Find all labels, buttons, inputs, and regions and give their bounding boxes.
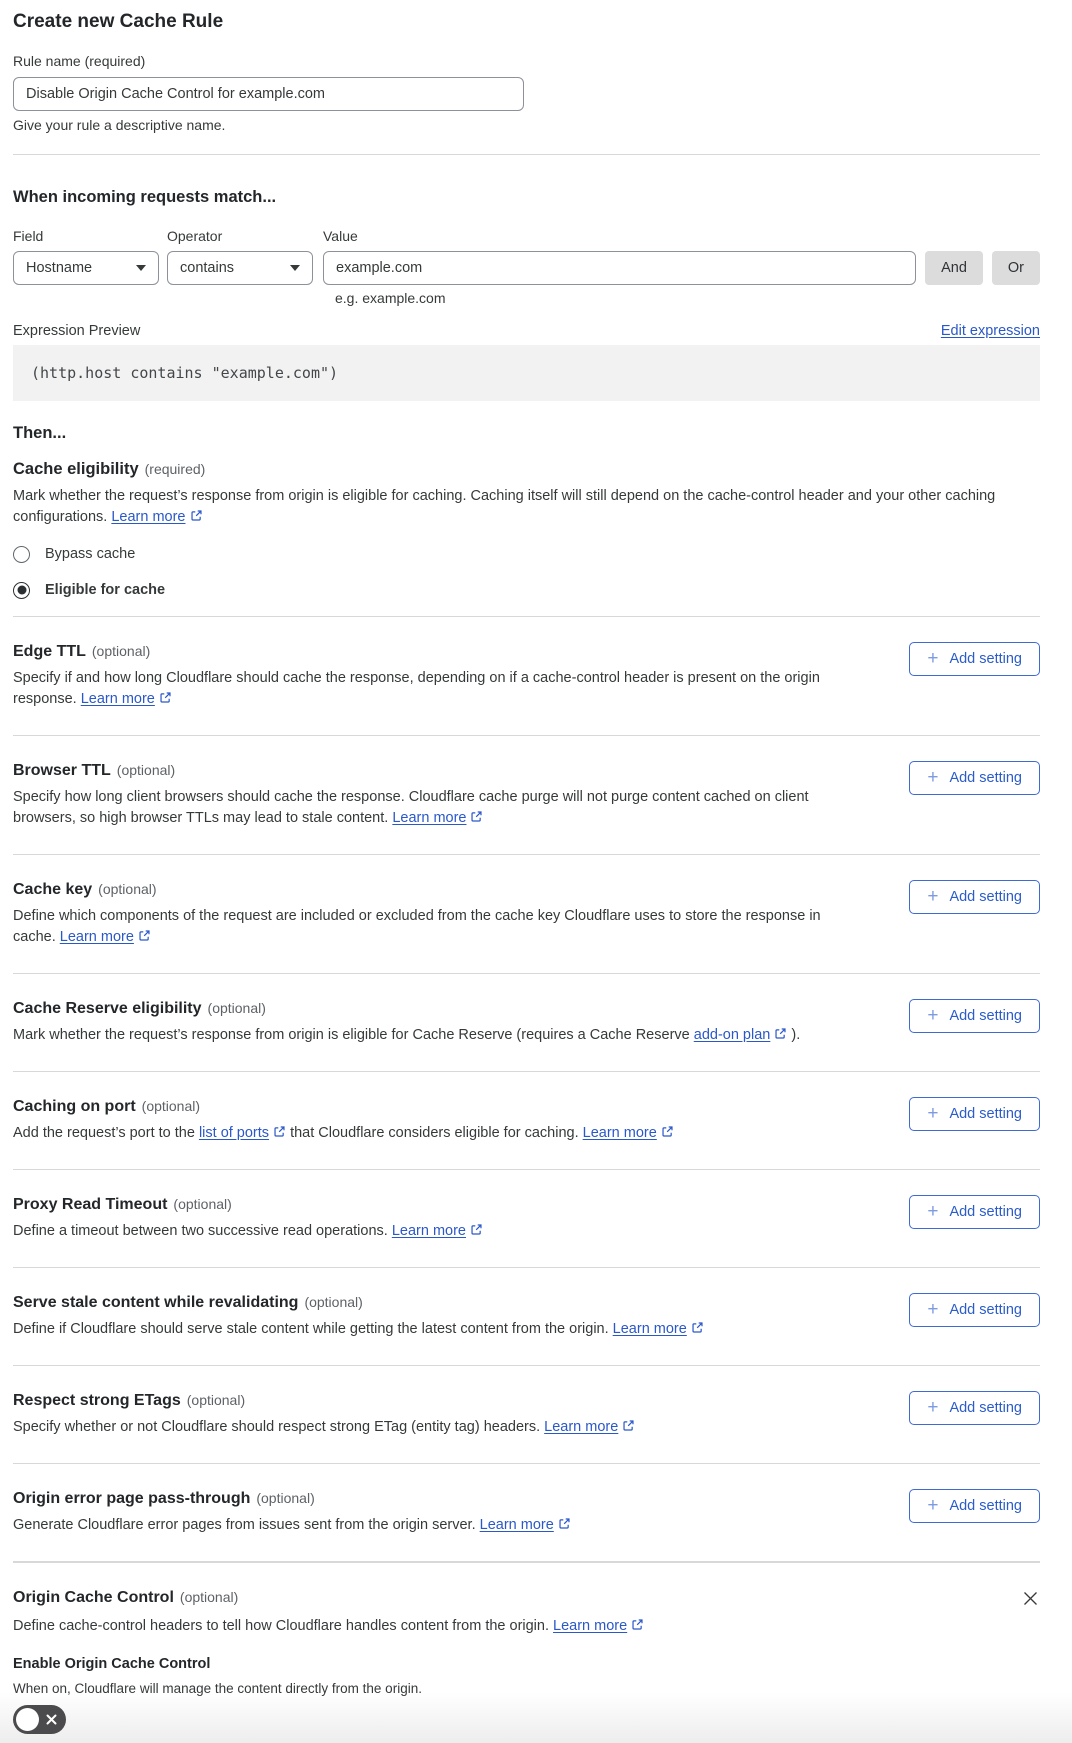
- cache-eligibility-title: Cache eligibility: [13, 460, 139, 478]
- setting-title: Cache key: [13, 881, 93, 898]
- radio-label: Eligible for cache: [45, 582, 166, 598]
- add-setting-button-label: Add setting: [949, 889, 1022, 905]
- learn-more-link[interactable]: Learn more: [612, 1321, 687, 1337]
- learn-more-link[interactable]: Learn more: [544, 1419, 619, 1435]
- cache-eligibility-heading: [13, 459, 1040, 479]
- and-button[interactable]: And: [925, 251, 983, 285]
- divider: [13, 154, 1040, 155]
- external-link-icon: [558, 1515, 571, 1536]
- origin-cache-control-heading: [13, 1587, 238, 1608]
- setting-description: Add the request’s port to the list of ports that Cloudflare considers eligible for caching. Learn more: [13, 1123, 851, 1144]
- cache-eligibility-badge: (required): [144, 461, 206, 477]
- setting-badge: (optional): [98, 881, 157, 897]
- radio-label: Bypass cache: [45, 546, 136, 562]
- plus-icon: +: [927, 1004, 939, 1026]
- external-link-icon: [273, 1123, 286, 1144]
- add-setting-button-label: Add setting: [949, 1498, 1022, 1514]
- setting-row: [13, 736, 1040, 854]
- setting-text: [13, 1292, 869, 1340]
- learn-more-link[interactable]: Learn more: [392, 810, 467, 826]
- setting-text: [13, 998, 869, 1046]
- learn-more-link[interactable]: Learn more: [391, 1223, 466, 1239]
- external-link-icon: [470, 1221, 483, 1242]
- cache-eligibility-options: [13, 544, 1040, 600]
- setting-heading: [13, 1390, 869, 1411]
- chevron-down-icon: [290, 265, 300, 271]
- setting-text: [13, 1488, 869, 1536]
- setting-title: Caching on port: [13, 1098, 136, 1115]
- setting-row: [13, 1072, 1040, 1169]
- add-setting-button[interactable]: [909, 1391, 1040, 1425]
- setting-heading: [13, 998, 869, 1019]
- setting-description: Define a timeout between two successive read operations. Learn more: [13, 1221, 851, 1242]
- enable-origin-cache-control-helper: When on, Cloudflare will manage the content directly from the origin.: [13, 1681, 422, 1696]
- operator-label: Operator: [167, 228, 223, 244]
- setting-description: Specify how long client browsers should cache the response. Cloudflare cache purge will not purge content cached on client browsers, so high browser TTLs may lead to stale content. Learn more: [13, 787, 851, 829]
- value-input[interactable]: [323, 251, 916, 285]
- setting-description: Define which components of the request are included or excluded from the cache key Cloudflare uses to store the response in cache. Learn more: [13, 906, 851, 948]
- value-label: Value: [323, 228, 358, 244]
- setting-row: [13, 1366, 1040, 1463]
- setting-description: Specify if and how long Cloudflare should cache the response, depending on if a cache-control header is present on the origin response. Learn more: [13, 668, 851, 710]
- list-of-ports-link[interactable]: list of ports: [198, 1125, 270, 1141]
- setting-heading: [13, 641, 869, 662]
- external-link-icon: [631, 1616, 644, 1637]
- rule-name-helper: Give your rule a descriptive name.: [13, 117, 226, 133]
- setting-description: Define if Cloudflare should serve stale content while getting the latest content from the origin. Learn more: [13, 1319, 851, 1340]
- add-setting-button-label: Add setting: [949, 1008, 1022, 1024]
- match-heading: When incoming requests match...: [13, 188, 277, 206]
- plus-icon: +: [927, 1298, 939, 1320]
- learn-more-link[interactable]: Learn more: [582, 1125, 657, 1141]
- plus-icon: +: [927, 1200, 939, 1222]
- setting-title: Proxy Read Timeout: [13, 1196, 168, 1213]
- add-setting-button-label: Add setting: [949, 1400, 1022, 1416]
- external-link-icon: [661, 1123, 674, 1144]
- setting-badge: (optional): [91, 643, 151, 659]
- setting-title: Serve stale content while revalidating: [13, 1294, 299, 1311]
- setting-text: [13, 1390, 869, 1438]
- settings-list: [13, 617, 1040, 1562]
- external-link-icon: [190, 507, 203, 528]
- edit-expression-link[interactable]: Edit expression: [940, 323, 1040, 339]
- add-setting-button-label: Add setting: [949, 770, 1022, 786]
- setting-heading: [13, 760, 869, 781]
- external-link-icon: [691, 1319, 704, 1340]
- expression-text: (http.host contains "example.com"): [31, 364, 339, 382]
- setting-row: [13, 617, 1040, 735]
- add-setting-button[interactable]: [909, 1293, 1040, 1327]
- learn-more-link[interactable]: Learn more: [111, 509, 186, 525]
- external-link-icon: [159, 689, 172, 710]
- add-setting-button-label: Add setting: [949, 1106, 1022, 1122]
- setting-badge: (optional): [304, 1294, 363, 1310]
- setting-row: [13, 1268, 1040, 1365]
- origin-cache-control-panel: [0, 1562, 1072, 1743]
- setting-title: Browser TTL: [13, 762, 111, 779]
- external-link-icon: [774, 1025, 787, 1046]
- learn-more-link[interactable]: Learn more: [553, 1618, 628, 1634]
- page-title: Create new Cache Rule: [13, 11, 224, 32]
- add-setting-button-label: Add setting: [949, 1204, 1022, 1220]
- setting-text: [13, 1096, 869, 1144]
- radio-input[interactable]: [13, 546, 30, 563]
- plus-icon: +: [927, 1396, 939, 1418]
- add-setting-button-label: Add setting: [949, 1302, 1022, 1318]
- field-select[interactable]: [13, 251, 159, 285]
- setting-row: [13, 1464, 1040, 1561]
- plus-icon: +: [927, 1494, 939, 1516]
- setting-heading: [13, 1194, 869, 1215]
- plus-icon: +: [927, 885, 939, 907]
- plus-icon: +: [927, 1102, 939, 1124]
- value-helper: e.g. example.com: [335, 290, 446, 306]
- setting-text: [13, 879, 869, 948]
- field-select-value: Hostname: [26, 260, 93, 276]
- add-setting-button-label: Add setting: [949, 651, 1022, 667]
- add-setting-button[interactable]: [909, 1489, 1040, 1523]
- close-icon[interactable]: [1021, 1589, 1040, 1611]
- expression-preview-code: [13, 345, 1040, 401]
- learn-more-link[interactable]: Learn more: [80, 691, 155, 707]
- setting-text: [13, 1194, 869, 1242]
- toggle-knob-icon: [16, 1708, 39, 1731]
- setting-description: Generate Cloudflare error pages from issues sent from the origin server. Learn more: [13, 1515, 851, 1536]
- enable-origin-cache-control-toggle[interactable]: [13, 1705, 66, 1734]
- setting-badge: (optional): [173, 1196, 232, 1212]
- origin-cache-control-badge: (optional): [179, 1589, 239, 1605]
- rule-name-input[interactable]: [13, 77, 524, 111]
- chevron-down-icon: [136, 265, 146, 271]
- setting-heading: [13, 1488, 869, 1509]
- setting-title: Edge TTL: [13, 643, 86, 660]
- add-setting-button[interactable]: [909, 1195, 1040, 1229]
- setting-heading: [13, 1292, 869, 1313]
- expression-preview-label: Expression Preview: [13, 323, 141, 339]
- radio-option[interactable]: [13, 580, 1040, 600]
- setting-title: Origin error page pass-through: [13, 1490, 251, 1507]
- external-link-icon: [138, 927, 151, 948]
- cache-eligibility-description: Mark whether the request’s response from origin is eligible for caching. Caching itself will still depend on the cache-control header and your other caching configurations. Learn more: [13, 486, 1040, 528]
- add-setting-button[interactable]: [909, 1097, 1040, 1131]
- add-setting-button[interactable]: [909, 642, 1040, 676]
- plus-icon: +: [927, 766, 939, 788]
- add-on-plan-link[interactable]: add-on plan: [693, 1027, 771, 1043]
- add-setting-button[interactable]: [909, 761, 1040, 795]
- origin-cache-control-description: Define cache-control headers to tell how Cloudflare handles content from the origin. Learn more: [13, 1616, 1040, 1637]
- setting-description: Specify whether or not Cloudflare should respect strong ETag (entity tag) headers. Learn more: [13, 1417, 851, 1438]
- operator-select[interactable]: [167, 251, 313, 285]
- add-setting-button[interactable]: [909, 880, 1040, 914]
- rule-name-label: Rule name (required): [13, 53, 146, 69]
- radio-input[interactable]: [13, 582, 30, 599]
- setting-heading: [13, 879, 869, 900]
- field-label: Field: [13, 228, 44, 244]
- enable-origin-cache-control-label: Enable Origin Cache Control: [13, 1656, 211, 1672]
- setting-badge: (optional): [141, 1098, 201, 1114]
- setting-badge: (optional): [116, 762, 176, 778]
- or-button[interactable]: Or: [992, 251, 1040, 285]
- plus-icon: +: [927, 647, 939, 669]
- setting-badge: (optional): [207, 1000, 266, 1016]
- setting-row: [13, 1170, 1040, 1267]
- setting-text: [13, 641, 869, 710]
- add-setting-button[interactable]: [909, 999, 1040, 1033]
- setting-description: Mark whether the request’s response from origin is eligible for Cache Reserve (requires a Cache Reserve add-on plan ).: [13, 1025, 851, 1046]
- toggle-off-x-icon: [45, 1713, 58, 1729]
- setting-text: [13, 760, 869, 829]
- learn-more-link[interactable]: Learn more: [479, 1517, 554, 1533]
- setting-title: Cache Reserve eligibility: [13, 1000, 202, 1017]
- setting-badge: (optional): [256, 1490, 315, 1506]
- setting-row: [13, 855, 1040, 973]
- setting-row: [13, 974, 1040, 1071]
- external-link-icon: [622, 1417, 635, 1438]
- setting-title: Respect strong ETags: [13, 1392, 181, 1409]
- origin-cache-control-title: Origin Cache Control: [13, 1589, 174, 1606]
- radio-option[interactable]: [13, 544, 1040, 564]
- setting-heading: [13, 1096, 869, 1117]
- learn-more-link[interactable]: Learn more: [59, 929, 134, 945]
- operator-select-value: contains: [180, 260, 235, 276]
- external-link-icon: [470, 808, 483, 829]
- then-heading: Then...: [13, 424, 67, 442]
- setting-badge: (optional): [186, 1392, 246, 1408]
